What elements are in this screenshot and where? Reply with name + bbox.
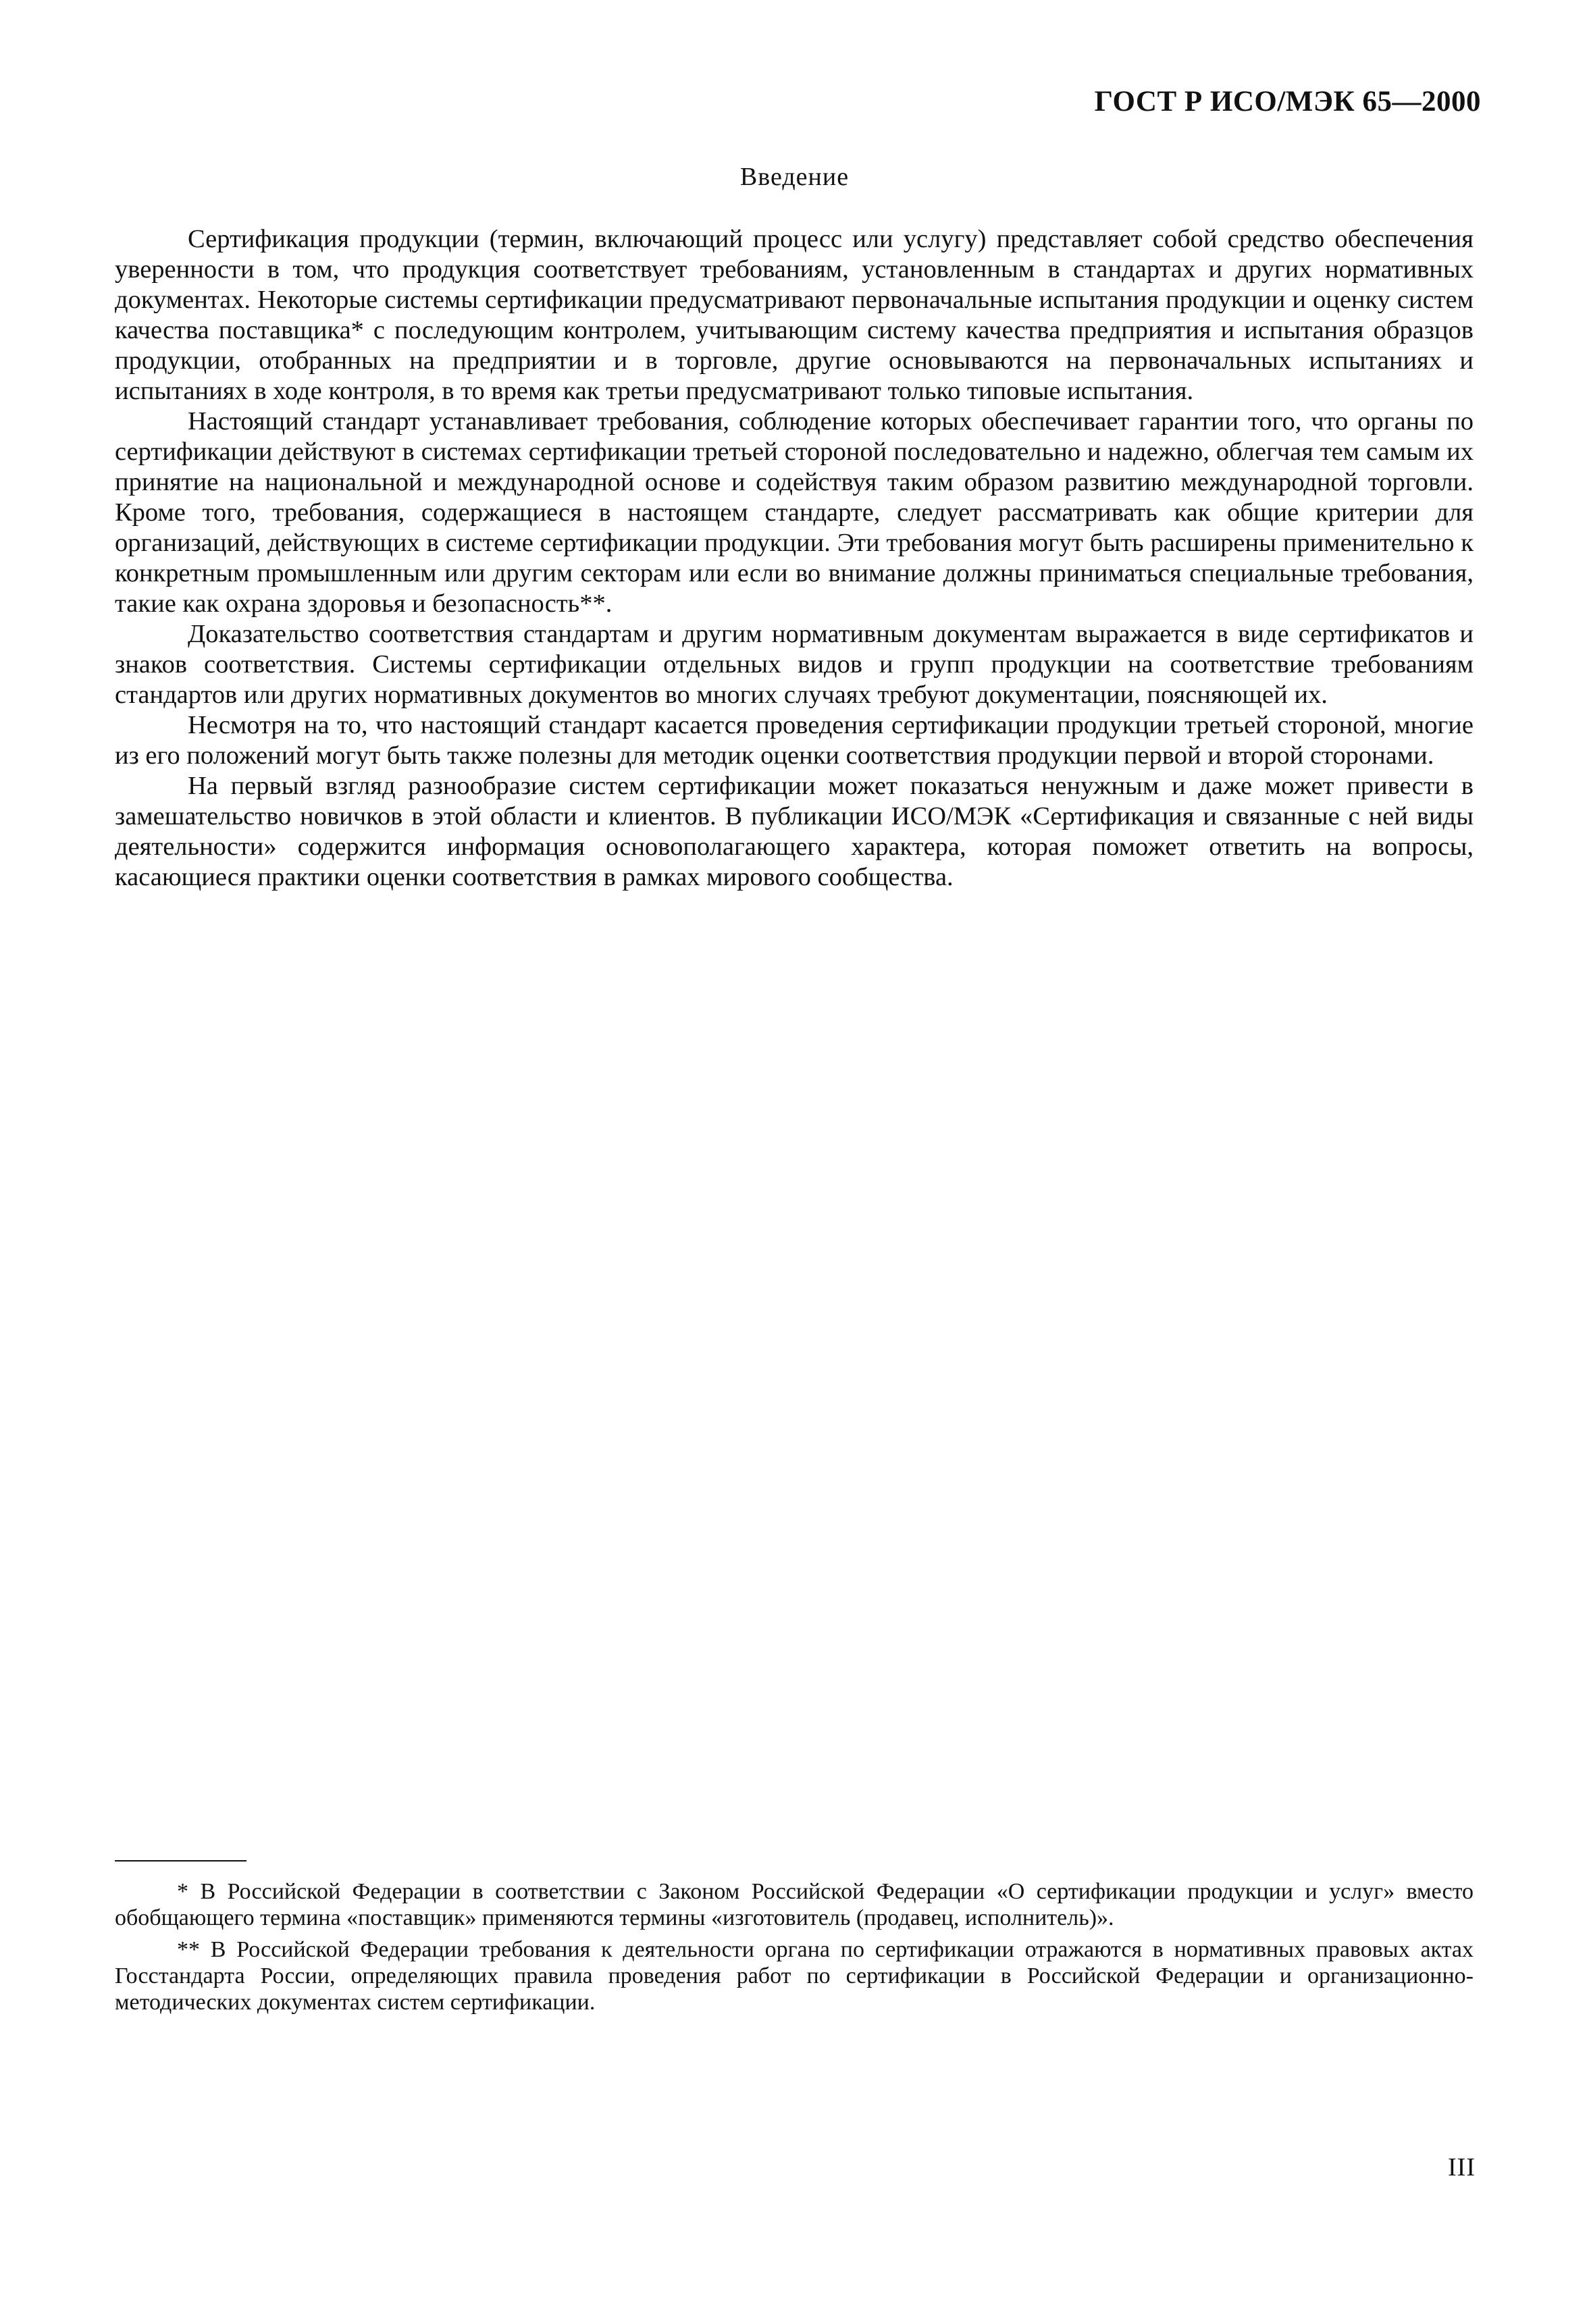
paragraph: Несмотря на то, что настоящий стандарт касается проведения сертификации продукции третьей стороной, многие из его положений могут быть также полезны для методик оценки соответствия продукции первой и второй сторонами. [115,711,1474,770]
page-number: III [1448,2153,1476,2182]
footnote-separator [115,1860,246,1861]
document-header-id: ГОСТ Р ИСО/МЭК 65—2000 [1094,86,1481,117]
paragraph: На первый взгляд разнообразие систем сертификации может показаться ненужным и даже может привести в замешательство новичков в этой области и клиентов. В публикации ИСО/МЭК «Сертификация и связанные с ней виды деятельности» содержится информация основополагающего характера, которая поможет ответить на вопросы, касающиеся практики оценки соответствия в рамках мирового сообщества. [115,772,1474,891]
footnotes [115,1878,1474,2015]
paragraph: Сертификация продукции (термин, включающий процесс или услугу) представляет собой средство обеспечения уверенности в том, что продукция соответствует требованиям, установленным в стандартах и других нормативных документах. Некоторые системы сертификации предусматривают первоначальные испытания продукции и оценку систем качества поставщика* с последующим контролем, учитывающим систему качества предприятия и испытания образцов продукции, отобранных на предприятии и в торговле, другие основываются на первоначальных испытаниях и испытаниях в ходе контроля, в то время как третьи предусматривают только типовые испытания. [115,225,1474,405]
footnote: * В Российской Федерации в соответствии с Законом Российской Федерации «О сертификации продукции и услуг» вместо обобщающего термина «поставщик» применяются термины «изготовитель (продавец, исполнитель)». [115,1879,1474,1930]
body-text [115,224,1474,893]
paragraph: Настоящий стандарт устанавливает требования, соблюдение которых обеспечивает гарантии того, что органы по сертификации действуют в системах сертификации третьей стороной последовательно и надежно, облегчая тем самым их принятие на национальной и международной основе и содействуя таким образом развитию международной торговли. Кроме того, требования, содержащиеся в настоящем стандарте, следует рассматривать как общие критерии для организаций, действующих в системе сертификации продукции. Эти требования могут быть расширены применительно к конкретным промышленным или другим секторам или если во внимание должны приниматься специальные требования, такие как охрана здоровья и безопасность**. [115,407,1474,618]
section-title: Введение [739,163,850,191]
paragraph: Доказательство соответствия стандартам и другим нормативным документам выражается в виде сертификатов и знаков соответствия. Системы сертификации отдельных видов и групп продукции на соответствие требованиям стандартов или других нормативных документов во многих случаях требуют документации, поясняющей их. [115,620,1474,709]
footnote: ** В Российской Федерации требования к деятельности органа по сертификации отражаются в нормативных правовых актах Госстандарта России, определяющих правила проведения работ по сертификации в Российской Федерации и организационно-методических документах систем сертификации. [115,1937,1474,2015]
